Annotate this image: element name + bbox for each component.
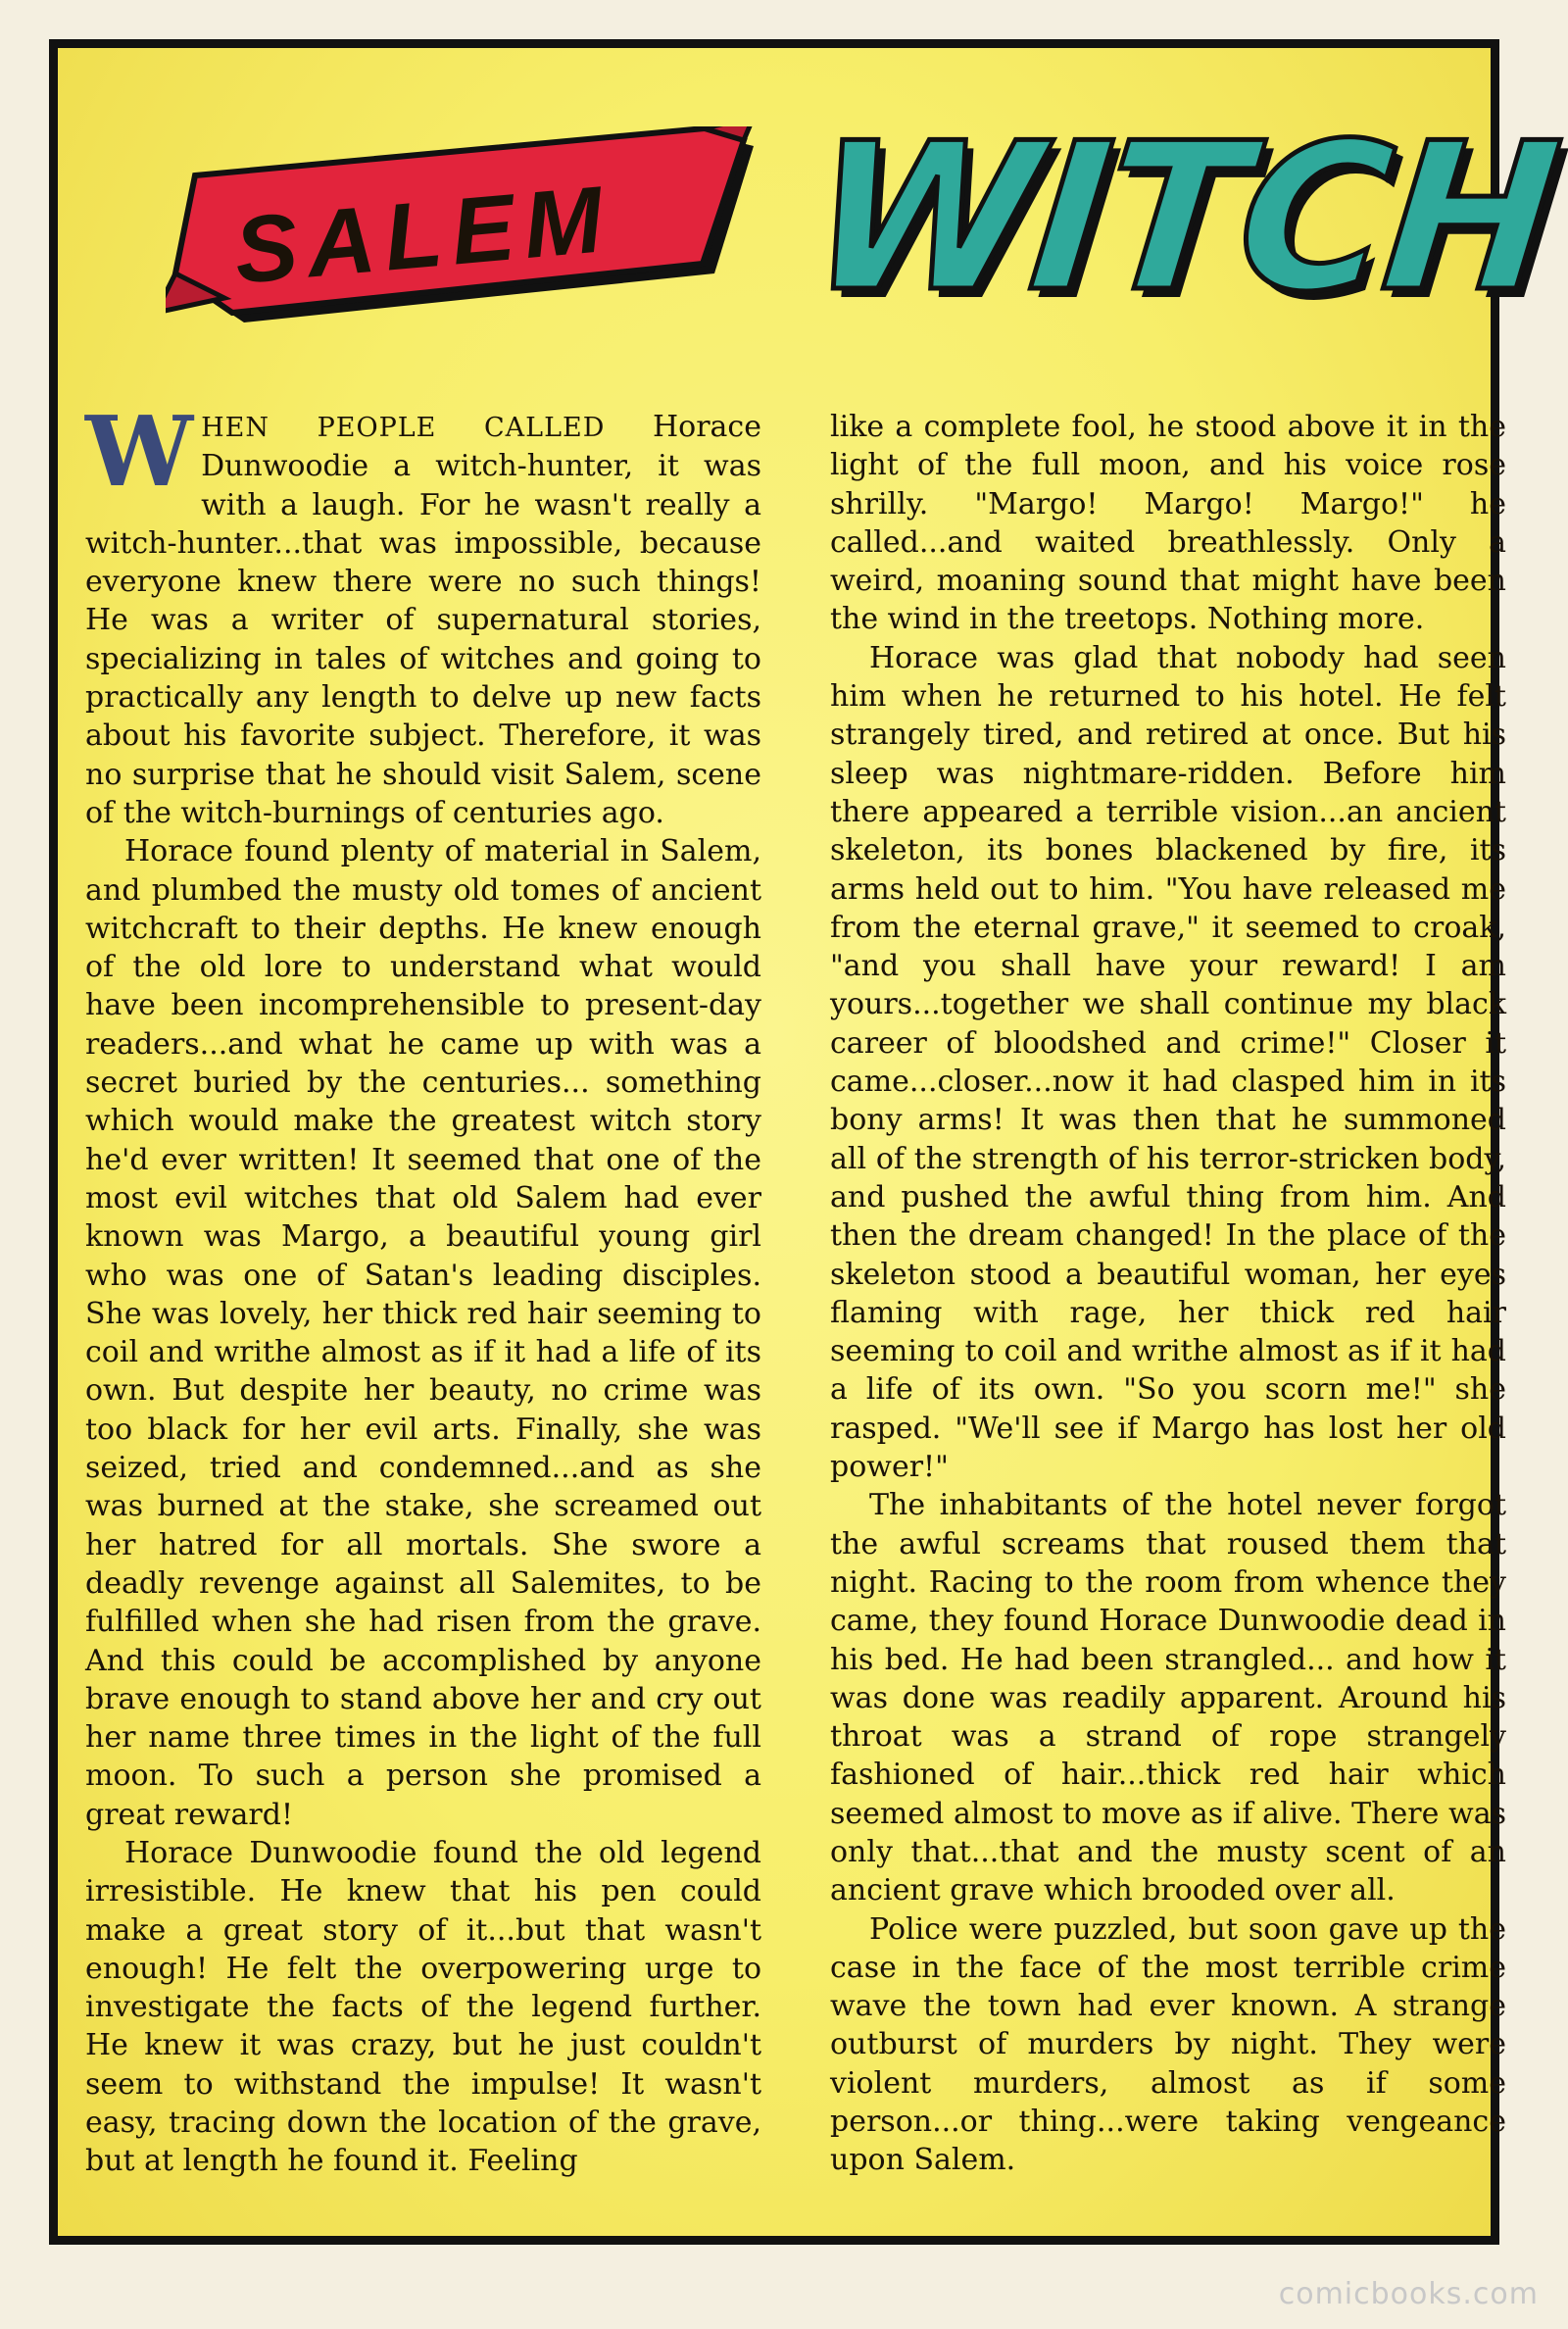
paragraph: like a complete fool, he stood above it in the light of the full moon, and his voice rose shrilly. "Margo! Margo! Margo!" he called...and waited breathlessly. Only a weird, moaning sound that might have been the wind in the treetops. Nothing more. (830, 410, 1506, 637)
paragraph: Horace found plenty of material in Salem, and plumbed the musty old tomes of ancient witchcraft to their depths. He knew enough of the old lore to understand what would have been incomprehensible to present-day readers...and what he came up with was a secret buried by the centuries... something which would make the greatest witch story he'd ever written! It seemed that one of the most evil witches that old Salem had ever known was Margo, a beautiful young girl who was one of Satan's leading disciples. She was lovely, her thick red hair seeming to coil and writhe almost as if it had a life of its own. But despite her beauty, no crime was too black for her evil arts. Finally, she was seized, tried and condemned...and as she was burned at the stake, she screamed out her hatred for all mortals. She swore a deadly revenge against all Salemites, to be fulfilled when she had risen from the grave. And this could be accomplished by anyone brave enough to stand above her and cry out her name three times in the light of the full moon. To such a person she promised a great reward! (85, 834, 761, 1832)
lead-smallcaps: HEN PEOPLE CALLED (201, 413, 606, 443)
paragraph: The inhabitants of the hotel never forgot the awful screams that roused them that night. Racing to the room from whence they came, they found Horace Dunwoodie dead in his bed. He had been strangled... and how it was done was readily apparent. Around his throat was a strand of rope strangely fashioned of hair...thick red hair which seemed almost to move as if alive. There was only that...that and the musty scent of an ancient grave which brooded over all. (830, 1488, 1506, 1908)
witch-word: WITCH (800, 100, 1566, 337)
salem-word: SALEM (229, 166, 616, 304)
watermark: comicbooks.com (1278, 2277, 1539, 2311)
dropcap: W (85, 396, 194, 509)
paragraph: Police were puzzled, but soon gave up the case in the face of the most terrible crime wave the town had ever known. A strange outburst of murders by night. They were violent murders, almost as if some person...or thing...were taking vengeance upon Salem. (830, 1911, 1506, 2178)
paragraph: Horace Dunwoodie found the old legend irresistible. He knew that his pen could make a great story of it...but that wasn't enough! He felt the overpowering urge to investigate the facts of the legend further. He knew it was crazy, but he just couldn't seem to withstand the impulse! It wasn't easy, tracing down the location of the grave, but at length he found it. Feeling (85, 1835, 761, 2179)
title-banner (58, 48, 1566, 372)
paragraph (85, 396, 761, 832)
left-column (85, 396, 761, 2181)
paragraph: Horace was glad that nobody had seen him when he returned to his hotel. He felt strangely tired, and retired at once. But his sleep was nightmare-ridden. Before him there appeared a terrible vision...an ancient skeleton, its bones blackened by fire, its arms held out to him. "You have released me from the eternal grave," it seemed to croak, "and you shall have your reward! I am yours...together we shall continue my black career of bloodshed and crime!" Closer it came...closer...now it had clasped him in its bony arms! It was then that he summoned all of the strength of his terror-stricken body, and pushed the awful thing from him. And then the dream changed! In the place of the skeleton stood a beautiful woman, her eyes flaming with rage, her thick red hair seeming to coil and writhe almost as if it had a life of its own. "So you scorn me!" she rasped. "We'll see if Margo has lost her old power!" (830, 640, 1506, 1485)
paragraph-text: Horace Dunwoodie a witch-hunter, it was with a laugh. For he wasn't really a witch-hunter...that was impossible, because everyone knew there were no such things! He was a writer of supernatural stories, specializing in tales of witches and going to practically any length to delve up new facts about his favorite subject. Therefore, it was no surprise that he should visit Salem, scene of the witch-burnings of centuries ago. (85, 410, 761, 830)
story-panel (49, 39, 1566, 2245)
right-column (830, 408, 1506, 2180)
salem-ribbon (166, 126, 773, 332)
